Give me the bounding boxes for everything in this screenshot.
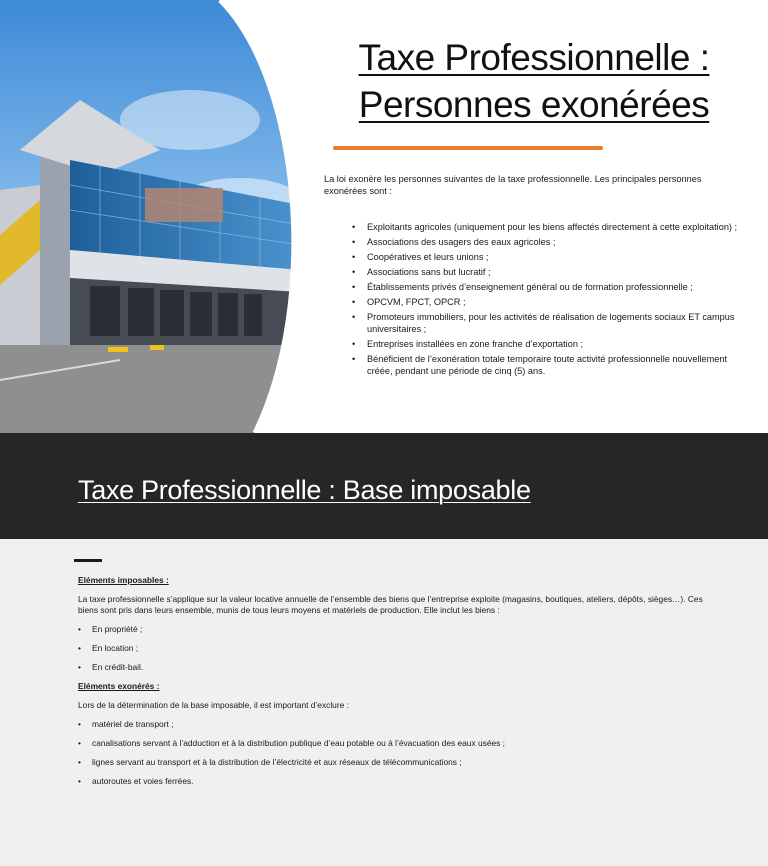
slide-title: Taxe Professionnelle : Base imposable <box>78 475 531 505</box>
exoneres-list <box>78 719 718 787</box>
list-item: • OPCVM, FPCT, OPCR ; <box>351 296 741 308</box>
intro-paragraph: La loi exonère les personnes suivantes de la taxe professionnelle. Les principales personnes exonérées sont : <box>324 174 702 196</box>
divider-dash <box>74 559 102 562</box>
slide-title-line-1: Taxe Professionnelle : <box>358 37 710 78</box>
list-item: • Coopératives et leurs unions ; <box>351 251 741 263</box>
list-item: • autoroutes et voies ferrées. <box>78 776 718 787</box>
slide-taxable-base <box>0 433 768 866</box>
exoneres-heading: Eléments exonérés : <box>78 681 160 691</box>
list-item: • En propriété ; <box>78 624 718 635</box>
slide-title-line-2: Personnes exonérées <box>358 84 710 125</box>
list-item: • Entreprises installées en zone franche d’exportation ; <box>351 338 741 350</box>
list-item: • Établissements privés d’enseignement général ou de formation professionnelle ; <box>351 281 741 293</box>
list-item: • canalisations servant à l’adduction et à la distribution publique d’eau potable ou à l’évacuation des eaux usées ; <box>78 738 718 749</box>
list-item: • Associations des usagers des eaux agricoles ; <box>351 236 741 248</box>
list-item: • Associations sans but lucratif ; <box>351 266 741 278</box>
list-item: • Exploitants agricoles (uniquement pour les biens affectés directement à cette exploitation) ; <box>351 221 741 233</box>
imposables-heading: Eléments imposables : <box>78 575 169 585</box>
slide-title <box>300 34 768 128</box>
exonerated-list <box>351 221 741 380</box>
imposables-paragraph: La taxe professionnelle s’applique sur la valeur locative annuelle de l’ensemble des biens que l’entreprise exploite (magasins, boutiques, ateliers, dépôts, sièges…). Ces biens sont pris dans leurs ensemble, munis de tous leurs moyens et matériels de production. Elle inclut les biens : <box>78 594 703 615</box>
exoneres-paragraph: Lors de la détermination de la base imposable, il est important d’exclure : <box>78 700 349 710</box>
list-item: • matériel de transport ; <box>78 719 718 730</box>
list-item: • En crédit-bail. <box>78 662 718 673</box>
orange-accent-line <box>333 146 603 150</box>
list-item: • lignes servant au transport et à la distribution de l’électricité et aux réseaux de télécommunications ; <box>78 757 718 768</box>
list-item: • En location ; <box>78 643 718 654</box>
warehouse-photo <box>0 0 300 433</box>
list-item: • Bénéficient de l’exonération totale temporaire toute activité professionnelle nouvellement créée, pendant une période de cinq (5) ans. <box>351 353 741 377</box>
title-band <box>0 433 768 539</box>
list-item: • Promoteurs immobiliers, pour les activités de réalisation de logements sociaux ET campus universitaires ; <box>351 311 741 335</box>
slide-body <box>78 575 718 795</box>
imposables-list <box>78 624 718 673</box>
